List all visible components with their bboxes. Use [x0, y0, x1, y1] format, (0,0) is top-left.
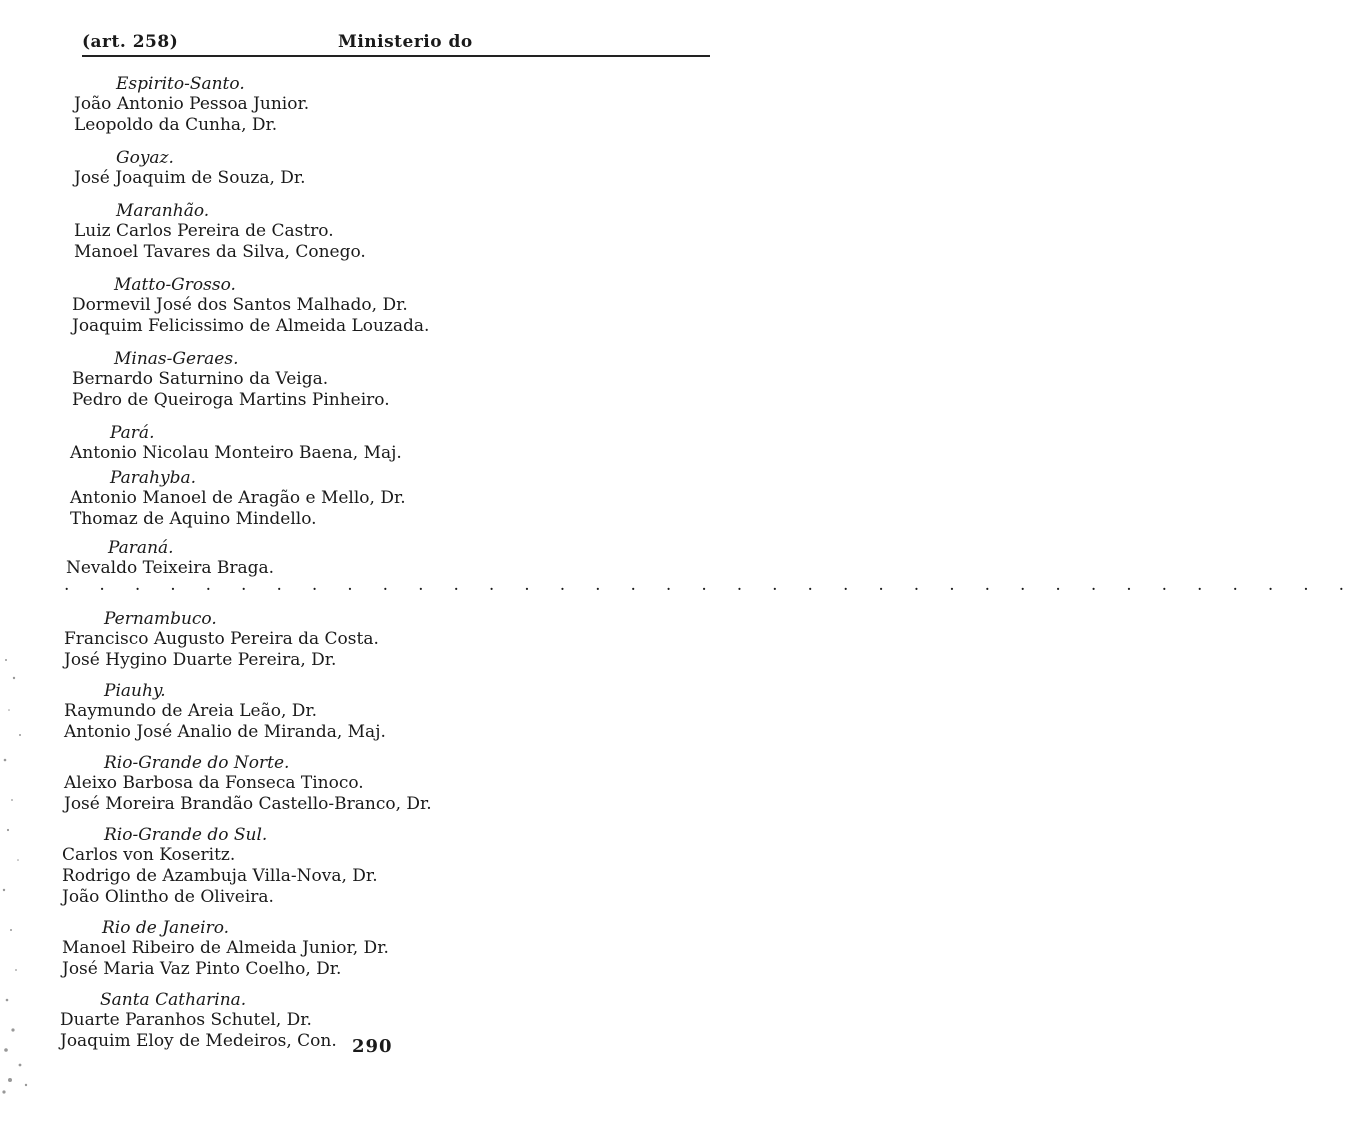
member-name: Raymundo de Areia Leão, Dr. — [64, 701, 318, 721]
state-section — [0, 538, 757, 579]
member-name: José Maria Vaz Pinto Coelho, Dr. — [62, 959, 342, 979]
state-heading: Espirito-Santo. — [116, 74, 245, 94]
state-heading: Piauhy. — [104, 681, 166, 701]
state-section — [0, 275, 757, 337]
member-name: Aleixo Barbosa da Fonseca Tinoco. — [64, 773, 364, 793]
state-section — [0, 423, 757, 464]
member-name: José Moreira Brandão Castello-Branco, Dr. — [64, 794, 432, 814]
member-name: Carlos von Koseritz. — [62, 845, 236, 865]
running-header — [82, 30, 712, 56]
member-name: Manoel Ribeiro de Almeida Junior, Dr. — [62, 938, 389, 958]
member-name: João Antonio Pessoa Junior. — [74, 94, 310, 114]
state-section — [0, 918, 757, 980]
member-name: Joaquim Felicissimo de Almeida Louzada. — [72, 316, 430, 336]
member-name: Leopoldo da Cunha, Dr. — [74, 115, 278, 135]
state-section — [0, 349, 757, 411]
state-section — [0, 201, 757, 263]
state-section — [0, 148, 757, 189]
state-heading: Matto-Grosso. — [114, 275, 236, 295]
member-name: Thomaz de Aquino Mindello. — [70, 509, 317, 529]
state-section — [0, 681, 757, 743]
member-name: Joaquim Eloy de Medeiros, Con. — [60, 1031, 337, 1051]
state-heading: Goyaz. — [116, 148, 174, 168]
member-name: Francisco Augusto Pereira da Costa. — [64, 629, 379, 649]
state-heading: Rio-Grande do Norte. — [104, 753, 290, 773]
header-rule — [82, 55, 710, 57]
state-heading: Santa Catharina. — [100, 990, 247, 1010]
content — [0, 74, 1356, 1052]
margin-noise — [0, 640, 40, 1100]
state-section — [0, 825, 757, 908]
member-name: João Olintho de Oliveira. — [62, 887, 274, 907]
state-heading: Pernambuco. — [104, 609, 217, 629]
member-name: Luiz Carlos Pereira de Castro. — [74, 221, 334, 241]
state-heading: Pará. — [110, 423, 155, 443]
state-heading: Rio-Grande do Sul. — [104, 825, 268, 845]
member-name: Bernardo Saturnino da Veiga. — [72, 369, 329, 389]
state-section — [0, 74, 757, 136]
member-name: Pedro de Queiroga Martins Pinheiro. — [72, 390, 390, 410]
member-name: Antonio José Analio de Miranda, Maj. — [64, 722, 386, 742]
member-name: Antonio Manoel de Aragão e Mello, Dr. — [70, 488, 406, 508]
member-name: Rodrigo de Azambuja Villa-Nova, Dr. — [62, 866, 378, 886]
state-section — [0, 609, 757, 671]
member-name: José Hygino Duarte Pereira, Dr. — [64, 650, 337, 670]
state-heading: Minas-Geraes. — [114, 349, 239, 369]
member-name: Duarte Paranhos Schutel, Dr. — [60, 1010, 312, 1030]
article-reference: (art. 258) — [82, 32, 179, 52]
member-name: Dormevil José dos Santos Malhado, Dr. — [72, 295, 408, 315]
state-section — [0, 753, 757, 815]
member-name: Antonio Nicolau Monteiro Baena, Maj. — [70, 443, 402, 463]
state-heading: Maranhão. — [116, 201, 210, 221]
header-title: Ministerio do — [338, 32, 473, 52]
member-name: Manoel Tavares da Silva, Conego. — [74, 242, 366, 262]
section-separator: . . . . . . . . . . . . . . . . . . . . . . . . . . . . . . . . . . . . . — [64, 575, 1356, 595]
state-section — [0, 468, 757, 530]
state-heading: Paraná. — [108, 538, 174, 558]
state-heading: Rio de Janeiro. — [102, 918, 230, 938]
state-heading: Parahyba. — [110, 468, 197, 488]
member-name: José Joaquim de Souza, Dr. — [74, 168, 306, 188]
member-name: Nevaldo Teixeira Braga. — [66, 558, 275, 578]
page-number: 290 — [352, 1036, 393, 1057]
